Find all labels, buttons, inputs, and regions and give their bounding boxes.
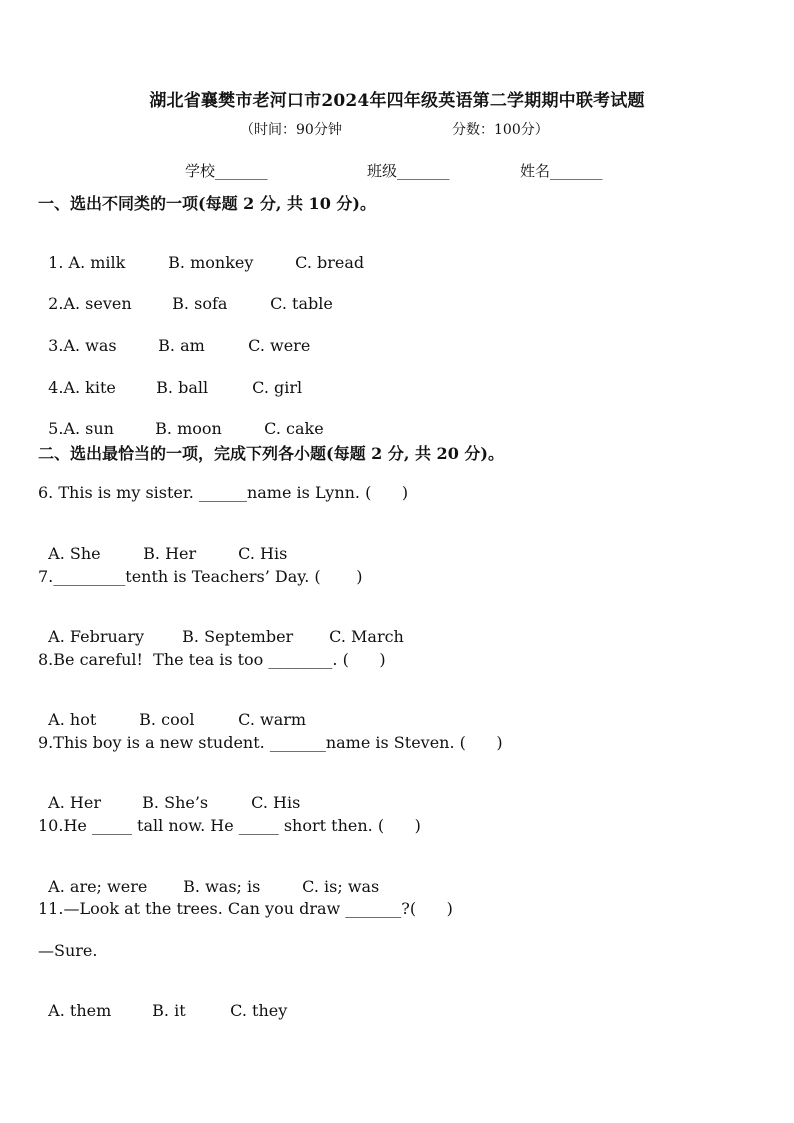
option-c[interactable]: C. March <box>329 627 404 646</box>
question-11-reply: —Sure. <box>38 941 98 960</box>
name-field[interactable]: 姓名_______ <box>520 162 603 180</box>
option-a[interactable]: 1. A. milk <box>48 253 126 272</box>
option-a[interactable]: A. are; were <box>48 877 148 896</box>
option-c[interactable]: C. is; was <box>302 877 380 896</box>
question-8-stem: 8.Be careful! The tea is too ________. ( ) <box>38 650 386 669</box>
option-a[interactable]: 5.A. sun <box>48 419 114 438</box>
option-c[interactable]: C. were <box>248 336 311 355</box>
question-9-stem: 9.This boy is a new student. _______name is Steven. ( ) <box>38 733 503 752</box>
question-11-stem: 11.—Look at the trees. Can you draw _______?( ) <box>38 899 453 918</box>
question-8-options <box>38 691 306 729</box>
option-a[interactable]: A. Her <box>48 793 101 812</box>
option-c[interactable]: C. His <box>251 793 301 812</box>
option-b[interactable]: B. sofa <box>172 294 228 313</box>
option-a[interactable]: A. She <box>48 544 101 563</box>
question-10-options <box>38 858 379 896</box>
section-2-heading: 二、选出最恰当的一项，完成下列各小题(每题 2 分, 共 20 分)。 <box>38 444 504 463</box>
option-b[interactable]: B. am <box>158 336 205 355</box>
option-a[interactable]: A. February <box>48 627 145 646</box>
option-c[interactable]: C. they <box>230 1001 288 1020</box>
question-1 <box>38 234 364 272</box>
question-9-options <box>38 774 300 812</box>
option-c[interactable]: C. warm <box>238 710 307 729</box>
class-field[interactable]: 班级_______ <box>367 162 450 180</box>
option-a[interactable]: 2.A. seven <box>48 294 132 313</box>
exam-score: 分数：100分） <box>452 122 549 138</box>
option-a[interactable]: A. them <box>48 1001 112 1020</box>
option-b[interactable]: B. Her <box>143 544 197 563</box>
option-c[interactable]: C. bread <box>295 253 365 272</box>
option-c[interactable]: C. cake <box>264 419 324 438</box>
question-2 <box>38 275 333 313</box>
exam-time: （时间：90分钟 <box>240 122 342 138</box>
section-1-heading: 一、选出不同类的一项(每题 2 分, 共 10 分)。 <box>38 194 376 213</box>
option-a[interactable]: 3.A. was <box>48 336 117 355</box>
option-b[interactable]: B. September <box>182 627 294 646</box>
question-4 <box>38 359 302 397</box>
option-a[interactable]: A. hot <box>48 710 97 729</box>
option-b[interactable]: B. ball <box>156 378 209 397</box>
page-title: 湖北省襄樊市老河口市2024年四年级英语第二学期期中联考试题 <box>149 91 645 111</box>
question-7-options <box>38 608 404 646</box>
question-11-options <box>38 982 287 1020</box>
question-7-stem: 7._________tenth is Teachers’ Day. ( ) <box>38 567 363 586</box>
option-c[interactable]: C. girl <box>252 378 303 397</box>
option-b[interactable]: B. cool <box>139 710 195 729</box>
option-b[interactable]: B. moon <box>155 419 222 438</box>
school-field[interactable]: 学校_______ <box>185 162 268 180</box>
option-b[interactable]: B. She’s <box>142 793 209 812</box>
question-3 <box>38 317 310 355</box>
option-b[interactable]: B. was; is <box>183 877 261 896</box>
option-b[interactable]: B. monkey <box>168 253 254 272</box>
question-10-stem: 10.He _____ tall now. He _____ short then. ( ) <box>38 816 421 835</box>
option-c[interactable]: C. His <box>238 544 288 563</box>
option-b[interactable]: B. it <box>152 1001 186 1020</box>
option-c[interactable]: C. table <box>270 294 333 313</box>
option-a[interactable]: 4.A. kite <box>48 378 116 397</box>
question-6-stem: 6. This is my sister. ______name is Lynn. ( ) <box>38 483 409 502</box>
question-5 <box>38 400 324 438</box>
question-6-options <box>38 525 287 563</box>
